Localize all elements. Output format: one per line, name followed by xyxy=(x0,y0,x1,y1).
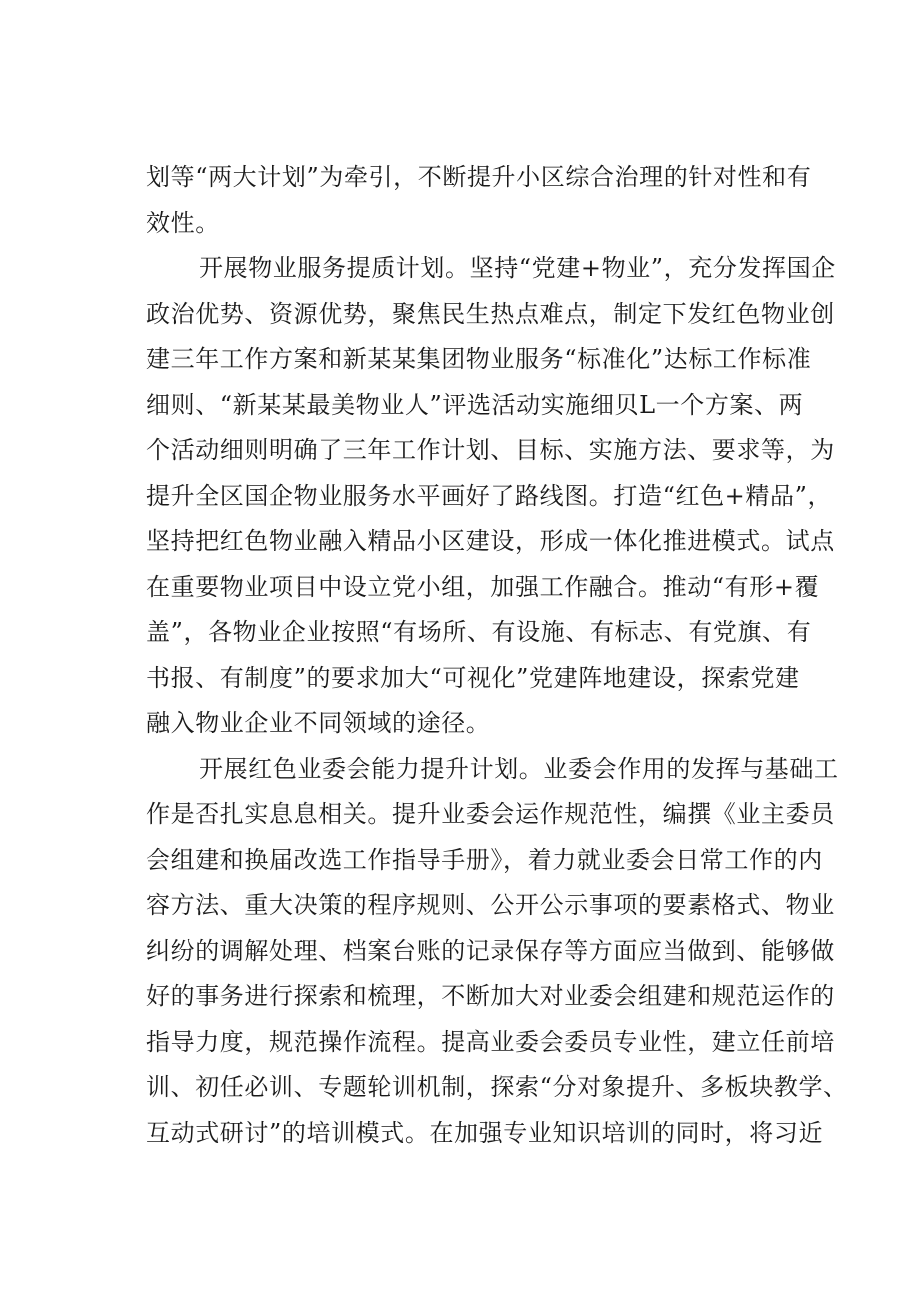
text-line: 在重要物业项目中设立党小组，加强工作融合。推动“有形+覆 xyxy=(146,572,820,601)
text-line: 政治优势、资源优势，聚焦民生热点难点，制定下发红色物业创 xyxy=(146,299,835,328)
text-line: 互动式研讨”的培训模式。在加强专业知识培训的同时，将习近 xyxy=(146,1118,824,1147)
text-line: 效性。 xyxy=(146,208,220,237)
text-line: 个活动细则明确了三年工作计划、目标、实施方法、要求等，为 xyxy=(146,436,835,464)
text-line: 盖”，各物业企业按照“有场所、有设施、有标志、有党旗、有 xyxy=(146,618,812,646)
text-line: 纠纷的调解处理、档案台账的记录保存等方面应当做到、能够做 xyxy=(146,936,835,965)
text-line: 好的事务进行探索和梳理，不断加大对业委会组建和规范运作的 xyxy=(146,982,835,1010)
body-text xyxy=(146,155,848,1156)
text-line: 作是否扎实息息相关。提升业委会运作规范性，编撰《业主委员 xyxy=(146,800,835,828)
text-line: 容方法、重大决策的程序规则、公开公示事项的要素格式、物业 xyxy=(146,891,835,919)
paragraph-start-line: 开展物业服务提质计划。坚持“党建+物业”，充分发挥国企 xyxy=(199,254,836,282)
text-line: 划等“两大计划”为牵引，不断提升小区综合治理的针对性和有 xyxy=(146,163,812,191)
text-line: 建三年工作方案和新某某集团物业服务“标准化”达标工作标准 xyxy=(146,345,812,373)
text-line: 指导力度，规范操作流程。提高业委会委员专业性，建立任前培 xyxy=(146,1027,835,1056)
paragraph-start-line: 开展红色业委会能力提升计划。业委会作用的发挥与基础工 xyxy=(199,754,839,783)
text-line: 提升全区国企物业服务水平画好了路线图。打造“红色+精品”， xyxy=(146,481,833,510)
text-line: 坚持把红色物业融入精品小区建设，形成一体化推进模式。试点 xyxy=(146,527,835,555)
text-line: 书报、有制度”的要求加大“可视化”党建阵地建设，探索党建 xyxy=(146,663,800,692)
text-line: 训、初任必训、专题轮训机制，探索“分对象提升、多板块教学、 xyxy=(146,1073,848,1101)
text-line: 会组建和换届改选工作指导手册》，着力就业委会日常工作的内 xyxy=(146,845,823,874)
text-line: 融入物业企业不同领域的途径。 xyxy=(146,709,491,737)
text-line: 细则、“新某某最美物业人”评选活动实施细贝L一个方案、两 xyxy=(146,390,804,419)
